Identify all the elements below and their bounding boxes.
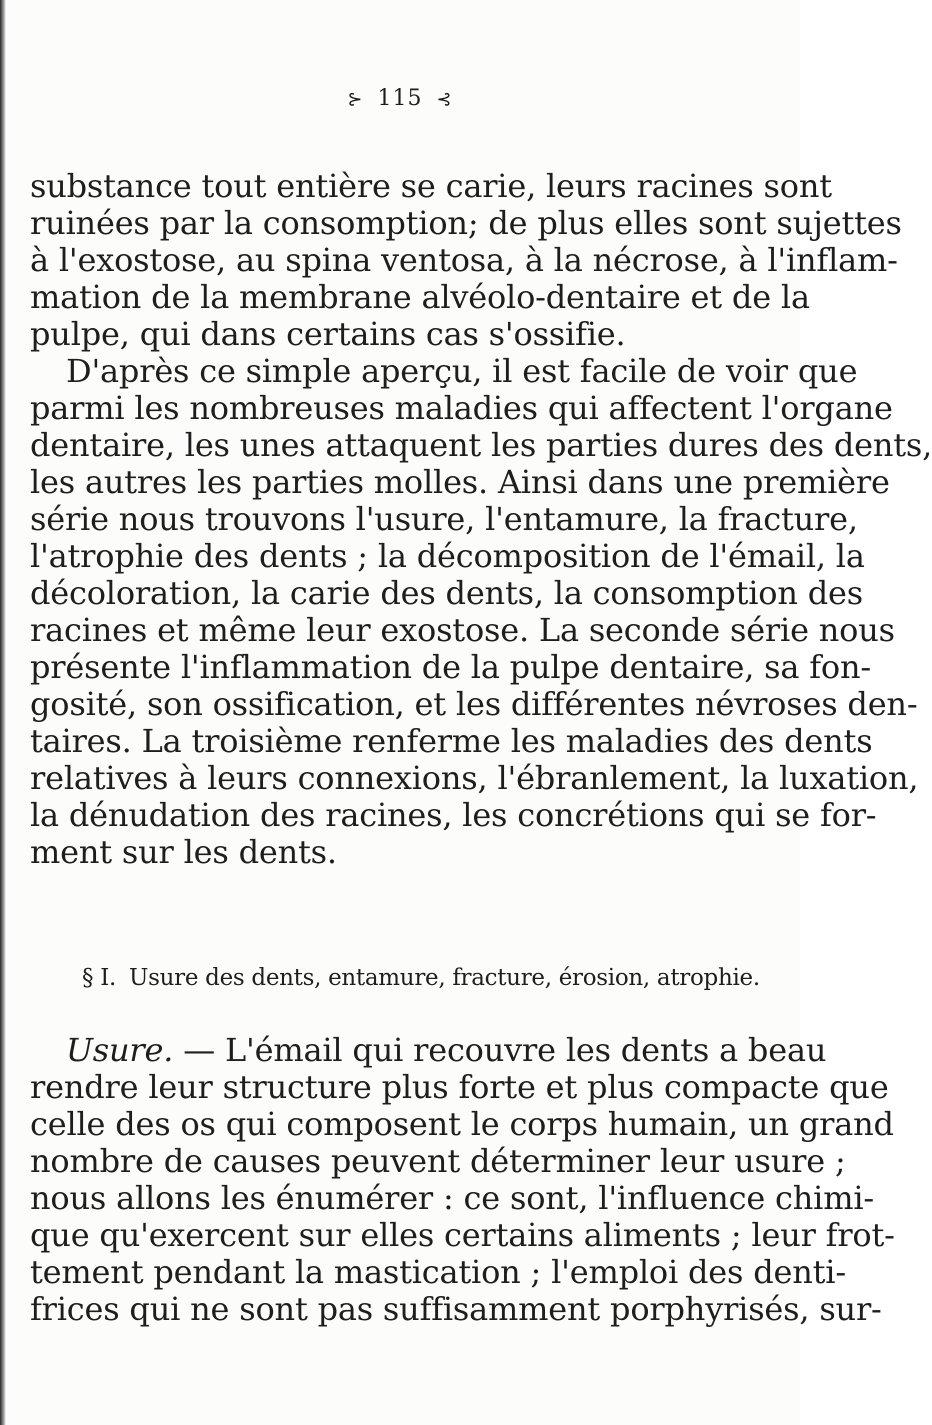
text-line: nombre de causes peuvent déterminer leur usure ;	[30, 1142, 846, 1180]
text-line: D'après ce simple aperçu, il est facile de voir que	[66, 352, 858, 390]
text-line: série nous trouvons l'usure, l'entamure, la fracture,	[30, 500, 858, 538]
text-line: racines et même leur exostose. La seconde série nous	[30, 611, 895, 649]
text-line: à l'exostose, au spina ventosa, à la nécrose, à l'inflam-	[30, 241, 898, 279]
text-line: parmi les nombreuses maladies qui affectent l'organe	[30, 389, 893, 427]
page-binding-edge	[0, 0, 6, 1425]
text-line: tement pendant la mastication ; l'emploi des denti-	[30, 1253, 846, 1291]
page-header	[0, 86, 800, 111]
section-title: Usure des dents, entamure, fracture, érosion, atrophie.	[129, 965, 760, 991]
text-line: l'atrophie des dents ; la décomposition de l'émail, la	[30, 537, 865, 575]
ornament-right-icon: ⊰	[436, 89, 453, 110]
text-line: ment sur les dents.	[30, 833, 337, 871]
text-line: celle des os qui composent le corps humain, un grand	[30, 1105, 894, 1143]
page-number: 115	[377, 86, 423, 111]
text-line: relatives à leurs connexions, l'ébranlement, la luxation,	[30, 759, 919, 797]
section-text	[30, 1031, 895, 1328]
text-line: décoloration, la carie des dents, la consomption des	[30, 574, 863, 612]
text-line: gosité, son ossification, et les différentes névroses den-	[30, 685, 918, 723]
section-heading	[82, 964, 782, 992]
text-line: que qu'exercent sur elles certains aliments ; leur frot-	[30, 1216, 895, 1254]
text-line: substance tout entière se carie, leurs racines sont	[30, 167, 832, 205]
text-line: les autres les parties molles. Ainsi dans une première	[30, 463, 890, 501]
lead-line-rest: — L'émail qui recouvre les dents a beau	[173, 1031, 827, 1069]
ornament-left-icon: ⊱	[347, 89, 364, 110]
text-line: la dénudation des racines, les concrétions qui se for-	[30, 796, 877, 834]
text-line: taires. La troisième renferme les maladies des dents	[30, 722, 873, 760]
text-line: présente l'inflammation de la pulpe dentaire, sa fon-	[30, 648, 871, 686]
text-line: nous allons les énumérer : ce sont, l'influence chimi-	[30, 1179, 874, 1217]
text-line: mation de la membrane alvéolo-dentaire et de la	[30, 278, 810, 316]
text-line: ruinées par la consomption; de plus elles sont sujettes	[30, 204, 902, 242]
text-line: dentaire, les unes attaquent les parties dures des dents,	[30, 426, 932, 464]
text-line: rendre leur structure plus forte et plus compacte que	[30, 1068, 889, 1106]
main-text	[30, 167, 932, 871]
text-line: pulpe, qui dans certains cas s'ossifie.	[30, 315, 626, 353]
lead-word: Usure.	[66, 1031, 174, 1069]
text-line: frices qui ne sont pas suffisamment porphyrisés, sur-	[30, 1290, 882, 1328]
section-number: § I.	[82, 965, 117, 991]
text-line-lead	[30, 1031, 827, 1069]
